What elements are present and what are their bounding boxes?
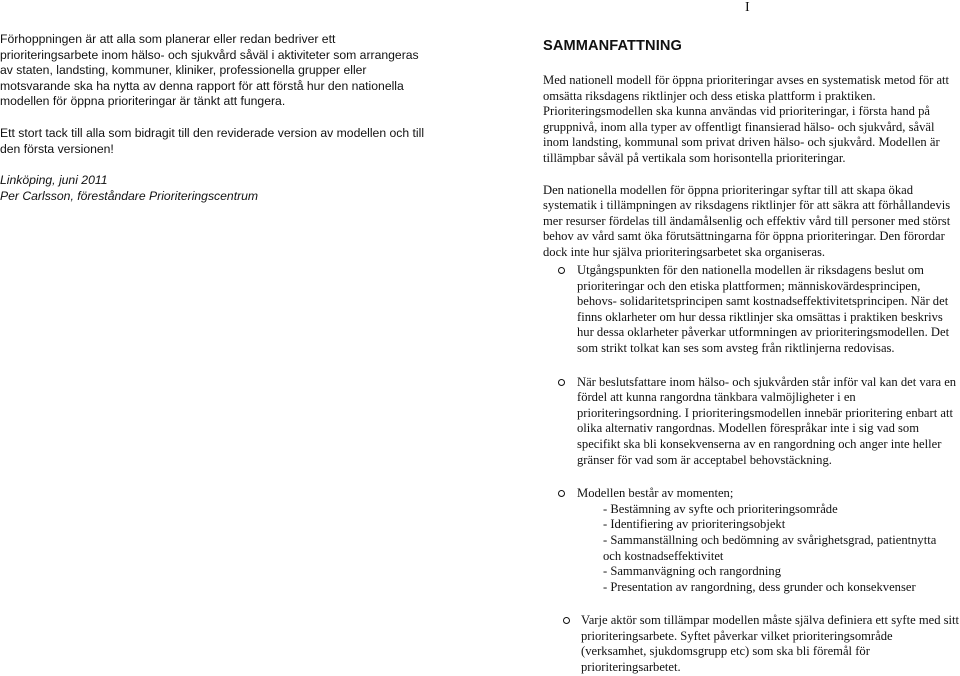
moment-item: - Presentation av rangordning, dess grunder och konsekvenser	[603, 579, 916, 594]
foreword-thanks: Ett stort tack till alla som bidragit till den reviderade version av modellen och till den första versionen!	[0, 125, 425, 156]
foreword-intro: Förhoppningen är att alla som planerar eller redan bedriver ett prioriteringsarbete inom hälso- och sjukvård såväl i aktiviteter som arrangeras av staten, landsting, kommuner, kliniker, professionella grupper eller motsvarande ska ha nytta av denna rapport för att förstå hur den nationella modellen för öppna prioriteringar är tänkt att fungera.	[0, 32, 419, 109]
bullet-text: Modellen består av momenten;	[577, 486, 734, 501]
bullet-icon	[558, 490, 565, 497]
bullet-icon	[558, 267, 565, 274]
page-number: I	[745, 0, 750, 15]
list-item	[543, 486, 960, 595]
foreword-column	[0, 32, 425, 204]
bullet-text: Utgångspunkten för den nationella modellen är riksdagens beslut om prioriteringar och den etiska plattformen; människovärdesprincipen, behovs- solidaritetsprincipen samt kostnadseffektivitetsprincipen. När det finns oklarheter om hur dessa riktlinjer ska omsättas i praktiken beskrivs hur dessa oklarheter påverkar utformningen av prioriteringsmodellen. Det som strikt tolkat kan ses som avsteg från riktlinjerna redovisas.	[577, 263, 950, 355]
bullet-icon	[563, 617, 570, 624]
moment-item: - Bestämning av syfte och prioriteringsområde	[603, 501, 838, 516]
bullet-text: Varje aktör som tillämpar modellen måste själva definiera ett syfte med sitt prioriteringsarbete. Syftet påverkar vilket prioriteringsområde (verksamhet, sjukdomsgrupp etc) som ska bli föremål för prioriteringsarbetet.	[581, 613, 960, 675]
signature-place-date: Linköping, juni 2011	[0, 173, 108, 188]
moment-item: - Identifiering av prioriteringsobjekt	[603, 517, 786, 532]
summary-paragraph-2: Den nationella modellen för öppna prioriteringar syftar till att skapa ökad systematik i tillämpningen av riksdagens riktlinjer för att säkra att förhållandevis mer resurser fördelas till ändamålsenlig och effektiv vård till personer med störst behov av vård samt öka förutsättningarna för öppna prioriteringar. Den förordar dock inte hur själva prioriteringsarbetet ska organiseras.	[543, 182, 951, 259]
summary-paragraph: Med nationell modell för öppna prioriteringar avses en systematisk metod för att omsätta riksdagens riktlinjer och dess etiska plattform i praktiken. Prioriteringsmodellen ska kunna användas vid prioriteringar, i första hand på gruppnivå, inom alla typer av offentligt finansierad hälso- och sjukvård, såväl inom landsting, kommunal som privat driven hälso- och sjukvård. Modellen är tillämpbar såväl på vertikala som horisontella prioriteringar.	[543, 73, 950, 165]
moment-item: - Sammanställning och bedömning av svårighetsgrad, patientnytta	[603, 532, 937, 547]
bullet-text: När beslutsfattare inom hälso- och sjukvården står inför val kan det vara en fördel att kunna rangordna tänkbara valmöjligheter i en prioriteringsordning. I prioriteringsmodellen innebär prioritering enbart att olika alternativ rangordnas. Modellen förespråkar inte i sig vad som specifikt ska bli konsekvenserna av en rangordning och anger inte heller gränser för vad som är acceptabel behovstäckning.	[577, 374, 957, 467]
moment-item: - Sammanvägning och rangordning	[603, 564, 782, 579]
summary-column	[543, 38, 960, 261]
summary-heading: SAMMANFATTNING	[543, 38, 682, 54]
list-item	[543, 375, 960, 469]
moment-item-continuation: och kostnadseffektivitet	[603, 548, 724, 563]
signature-name: Per Carlsson, föreståndare Prioriteringscentrum	[0, 188, 259, 203]
bullet-icon	[558, 379, 565, 386]
list-item	[543, 613, 960, 675]
list-item	[543, 263, 960, 357]
bullet-list	[543, 263, 960, 676]
signature	[0, 173, 425, 204]
